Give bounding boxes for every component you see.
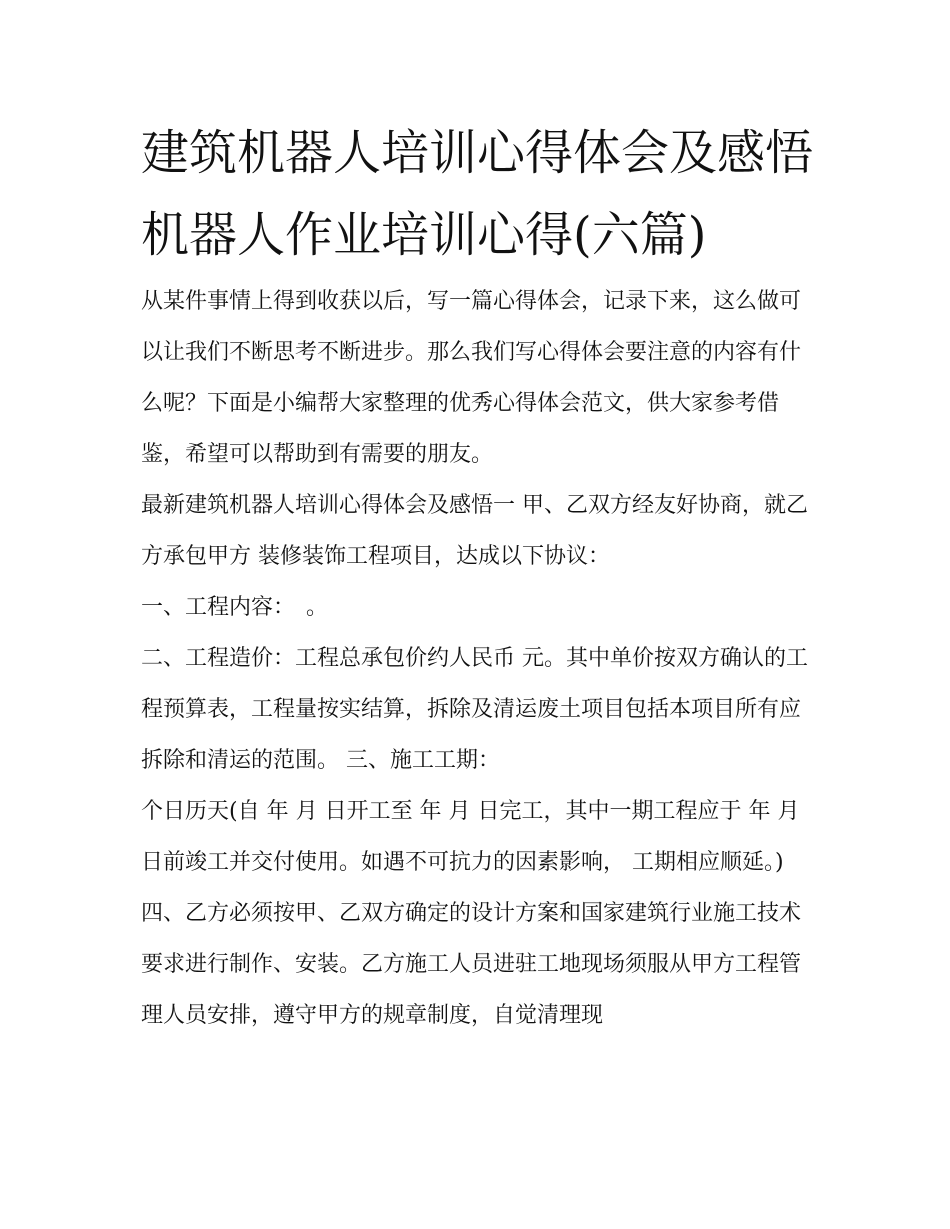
clause-construction-requirements: 四、乙方必须按甲、乙双方确定的设计方案和国家建筑行业施工技术要求进行制作、安装。乙方施工人员进驻工地现场须服从甲方工程管理人员安排，遵守甲方的规章制度，自觉清理现 bbox=[141, 901, 802, 1028]
clause-project-content: 一、工程内容： 。 bbox=[141, 595, 329, 620]
clause-construction-period: 个日历天(自 年 月 日开工至 年 月 日完工，其中一期工程应于 年 月 日前竣工并交付使用。如遇不可抗力的因素影响， 工期相应顺延。) bbox=[141, 799, 807, 875]
agreement-intro-paragraph: 最新建筑机器人培训心得体会及感悟一 甲、乙双方经友好协商，就乙方承包甲方 装修装饰工程项目，达成以下协议： bbox=[141, 493, 808, 569]
intro-paragraph: 从某件事情上得到收获以后，写一篇心得体会，记录下来，这么做可以让我们不断思考不断进步。那么我们写心得体会要注意的内容有什么呢？下面是小编帮大家整理的优秀心得体会范文，供大家参考借鉴，希望可以帮助到有需要的朋友。 bbox=[141, 289, 802, 467]
document-body bbox=[141, 276, 813, 1041]
document-title: 建筑机器人培训心得体会及感悟 机器人作业培训心得(六篇) bbox=[141, 125, 814, 263]
clause-project-cost: 二、工程造价：工程总承包价约人民币 元。其中单价按双方确认的工程预算表，工程量按实结算，拆除及清运废土项目包括本项目所有应拆除和清运的范围。 三、施工工期： bbox=[141, 646, 808, 773]
